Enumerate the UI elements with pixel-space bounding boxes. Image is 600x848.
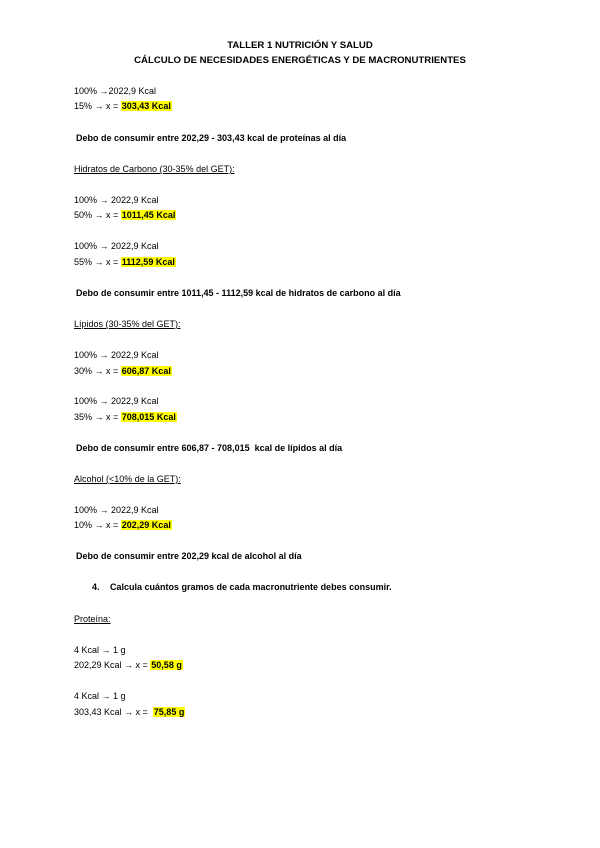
protein-grams-heading: Proteína: (74, 614, 111, 624)
lipids-heading: Lípidos (30-35% del GET): (74, 319, 181, 329)
title-line-2: CÁLCULO DE NECESIDADES ENERGÉTICAS Y DE MACRONUTRIENTES (134, 55, 466, 66)
carbs-summary: Debo de consumir entre 1011,45 - 1112,59 kcal de hidratos de carbono al día (76, 288, 401, 298)
alcohol-summary: Debo de consumir entre 202,29 kcal de alcohol al día (76, 551, 302, 561)
alcohol-a2-highlight: 202,29 Kcal (121, 520, 171, 530)
protein-grams-line-b1: 4 Kcal → 1 g (74, 691, 126, 701)
carbs-a2-highlight: 1011,45 Kcal (121, 210, 176, 220)
protein-summary: Debo de consumir entre 202,29 - 303,43 kcal de proteínas al día (76, 133, 347, 143)
alcohol-line-a1: 100% → 2022,9 Kcal (74, 505, 159, 515)
protein-line-a1: 100% →2022,9 Kcal (74, 86, 157, 96)
protein-grams-b2-prefix: 303,43 Kcal → x = (74, 707, 153, 717)
protein-a2-prefix: 15% → x = (74, 101, 121, 111)
lipids-line-a2 (74, 366, 172, 377)
protein-grams-line-a2 (74, 660, 183, 671)
carbs-line-b2 (74, 257, 176, 268)
alcohol-a2-prefix: 10% → x = (74, 520, 121, 530)
protein-a2-highlight: 303,43 Kcal (121, 101, 171, 111)
title-line-1: TALLER 1 NUTRICIÓN Y SALUD (227, 40, 373, 51)
alcohol-line-a2 (74, 520, 172, 531)
lipids-line-a1: 100% → 2022,9 Kcal (74, 350, 159, 360)
carbs-line-a1: 100% → 2022,9 Kcal (74, 195, 159, 205)
carbs-b2-prefix: 55% → x = (74, 257, 121, 267)
protein-line-a2 (74, 101, 172, 112)
protein-grams-a2-prefix: 202,29 Kcal → x = (74, 660, 151, 670)
protein-grams-b2-highlight: 75,85 g (153, 707, 185, 717)
lipids-b2-highlight: 708,015 Kcal (121, 412, 176, 422)
alcohol-heading: Alcohol (<10% de la GET): (74, 474, 181, 484)
question-4-number: 4. (92, 582, 100, 592)
carbs-line-a2 (74, 210, 176, 221)
protein-grams-line-a1: 4 Kcal → 1 g (74, 645, 126, 655)
carbs-b2-highlight: 1112,59 Kcal (121, 257, 175, 267)
protein-grams-line-b2 (74, 707, 185, 718)
carbs-line-b1: 100% → 2022,9 Kcal (74, 241, 159, 251)
lipids-summary: Debo de consumir entre 606,87 - 708,015 kcal de lípidos al día (76, 443, 343, 453)
lipids-line-b1: 100% → 2022,9 Kcal (74, 396, 159, 406)
carbs-a2-prefix: 50% → x = (74, 210, 121, 220)
lipids-b2-prefix: 35% → x = (74, 412, 121, 422)
lipids-a2-highlight: 606,87 Kcal (121, 366, 171, 376)
question-4-text: Calcula cuántos gramos de cada macronutriente debes consumir. (110, 582, 392, 592)
protein-grams-a2-highlight: 50,58 g (151, 660, 182, 670)
lipids-line-b2 (74, 412, 177, 423)
lipids-a2-prefix: 30% → x = (74, 366, 121, 376)
carbs-heading: Hidratos de Carbono (30-35% del GET): (74, 164, 235, 174)
